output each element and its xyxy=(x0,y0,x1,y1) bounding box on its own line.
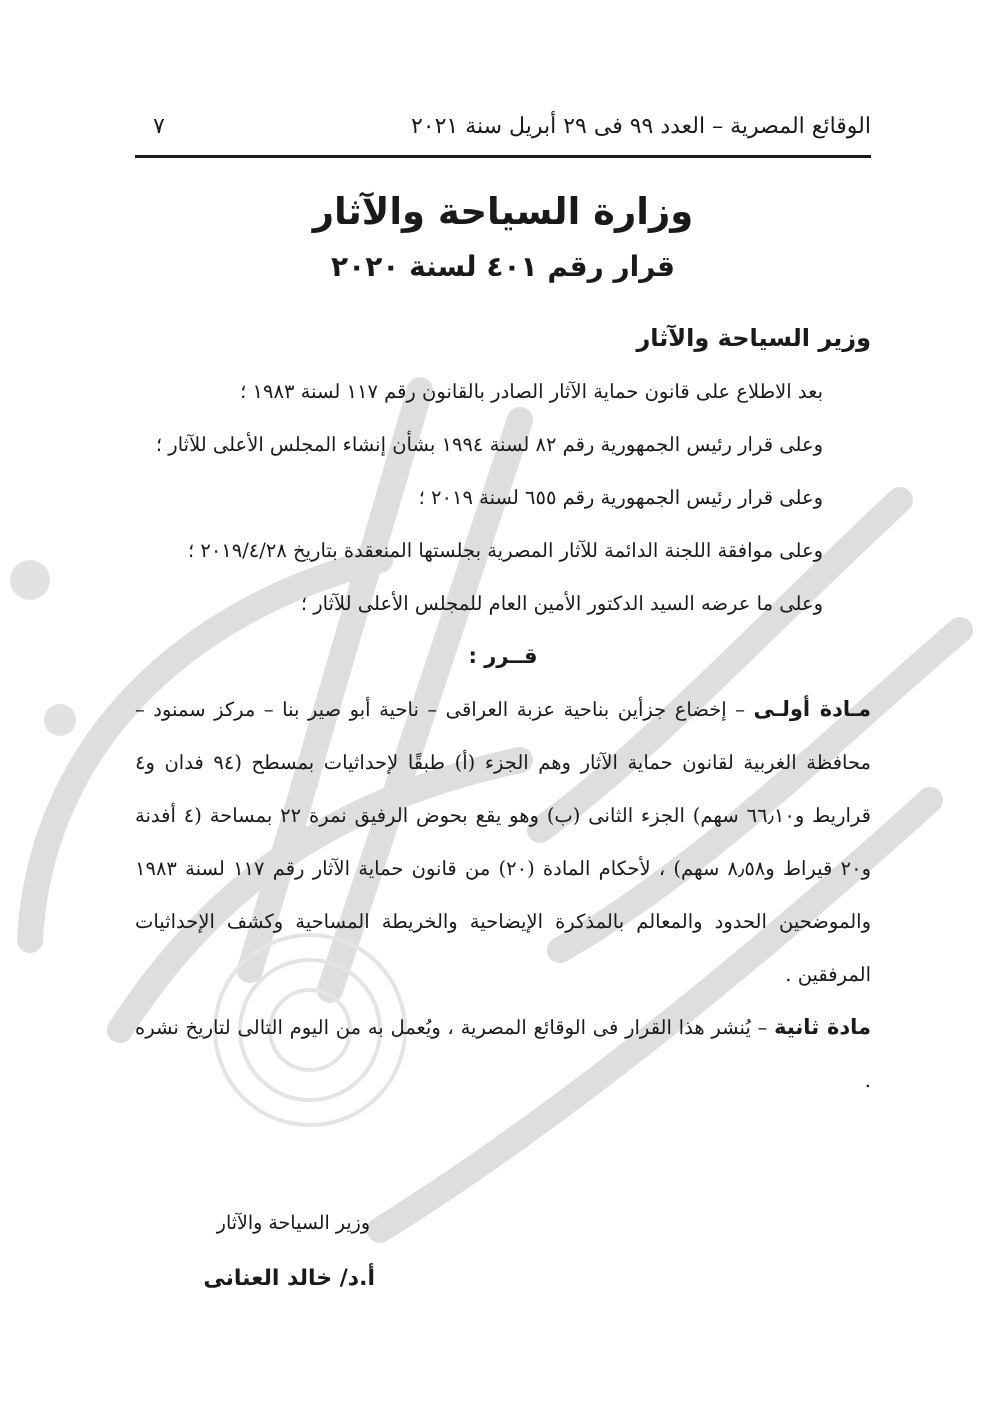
decided-heading: قــرر : xyxy=(468,644,538,668)
header-rule xyxy=(135,155,871,158)
article-one xyxy=(135,683,871,1001)
preamble-line: وعلى قرار رئيس الجمهورية رقم ٦٥٥ لسنة ٢٠١٩ ؛ xyxy=(418,486,823,509)
article-one-text: – إخضاع جزأين بناحية عزبة العراقى – ناحية أبو صير بنا – مركز سمنود – محافظة الغربية لقانون حماية الآثار وهم الجزء (أ) طبقًا لإحداثيات بمسطح (٩٤ فدان و٤ قراريط و٦٦٫١٠ سهم) الجزء الثانى (ب) وهو يقع بحوض الرفيق نمرة ٢٢ بمساحة (٤ أفدنة و٢٠ قيراط و٨٫٥٨ سهم) ، لأحكام المادة (٢٠) من قانون حماية الآثار رقم ١١٧ لسنة ١٩٨٣ والموضحين الحدود والمعالم بالمذكرة الإيضاحية والخريطة المساحية وكشف الإحداثيات المرفقين . xyxy=(135,698,871,986)
article-two-text: – يُنشر هذا القرار فى الوقائع المصرية ، ويُعمل به من اليوم التالى لتاريخ نشره . xyxy=(135,1016,871,1092)
article-two xyxy=(135,1001,871,1107)
running-header xyxy=(135,108,871,152)
preamble-line: وعلى قرار رئيس الجمهورية رقم ٨٢ لسنة ١٩٩٤ بشأن إنشاء المجلس الأعلى للآثار ؛ xyxy=(155,433,823,456)
header-text: الوقائع المصرية – العدد ٩٩ فى ٢٩ أبريل سنة ٢٠٢١ xyxy=(410,114,871,139)
minister-heading: وزير السياحة والآثار xyxy=(636,324,871,352)
article-one-label: مـادة أولـى xyxy=(753,697,871,721)
page-number: ٧ xyxy=(153,114,165,139)
preamble-line: وعلى موافقة اللجنة الدائمة للآثار المصرية بجلستها المنعقدة بتاريخ ٢٠١٩/٤/٢٨ ؛ xyxy=(187,539,823,562)
preamble-line: وعلى ما عرضه السيد الدكتور الأمين العام للمجلس الأعلى للآثار ؛ xyxy=(300,592,823,615)
decree-title: قرار رقم ٤٠١ لسنة ٢٠٢٠ xyxy=(331,250,675,283)
signatory-name: أ.د/ خالد العنانى xyxy=(203,1266,375,1291)
ministry-title: وزارة السياحة والآثار xyxy=(312,190,694,233)
article-two-label: مادة ثانية xyxy=(774,1015,872,1039)
signatory-title: وزير السياحة والآثار xyxy=(216,1212,370,1234)
preamble-line: بعد الاطلاع على قانون حماية الآثار الصادر بالقانون رقم ١١٧ لسنة ١٩٨٣ ؛ xyxy=(240,380,823,403)
decree-body xyxy=(135,312,871,1107)
